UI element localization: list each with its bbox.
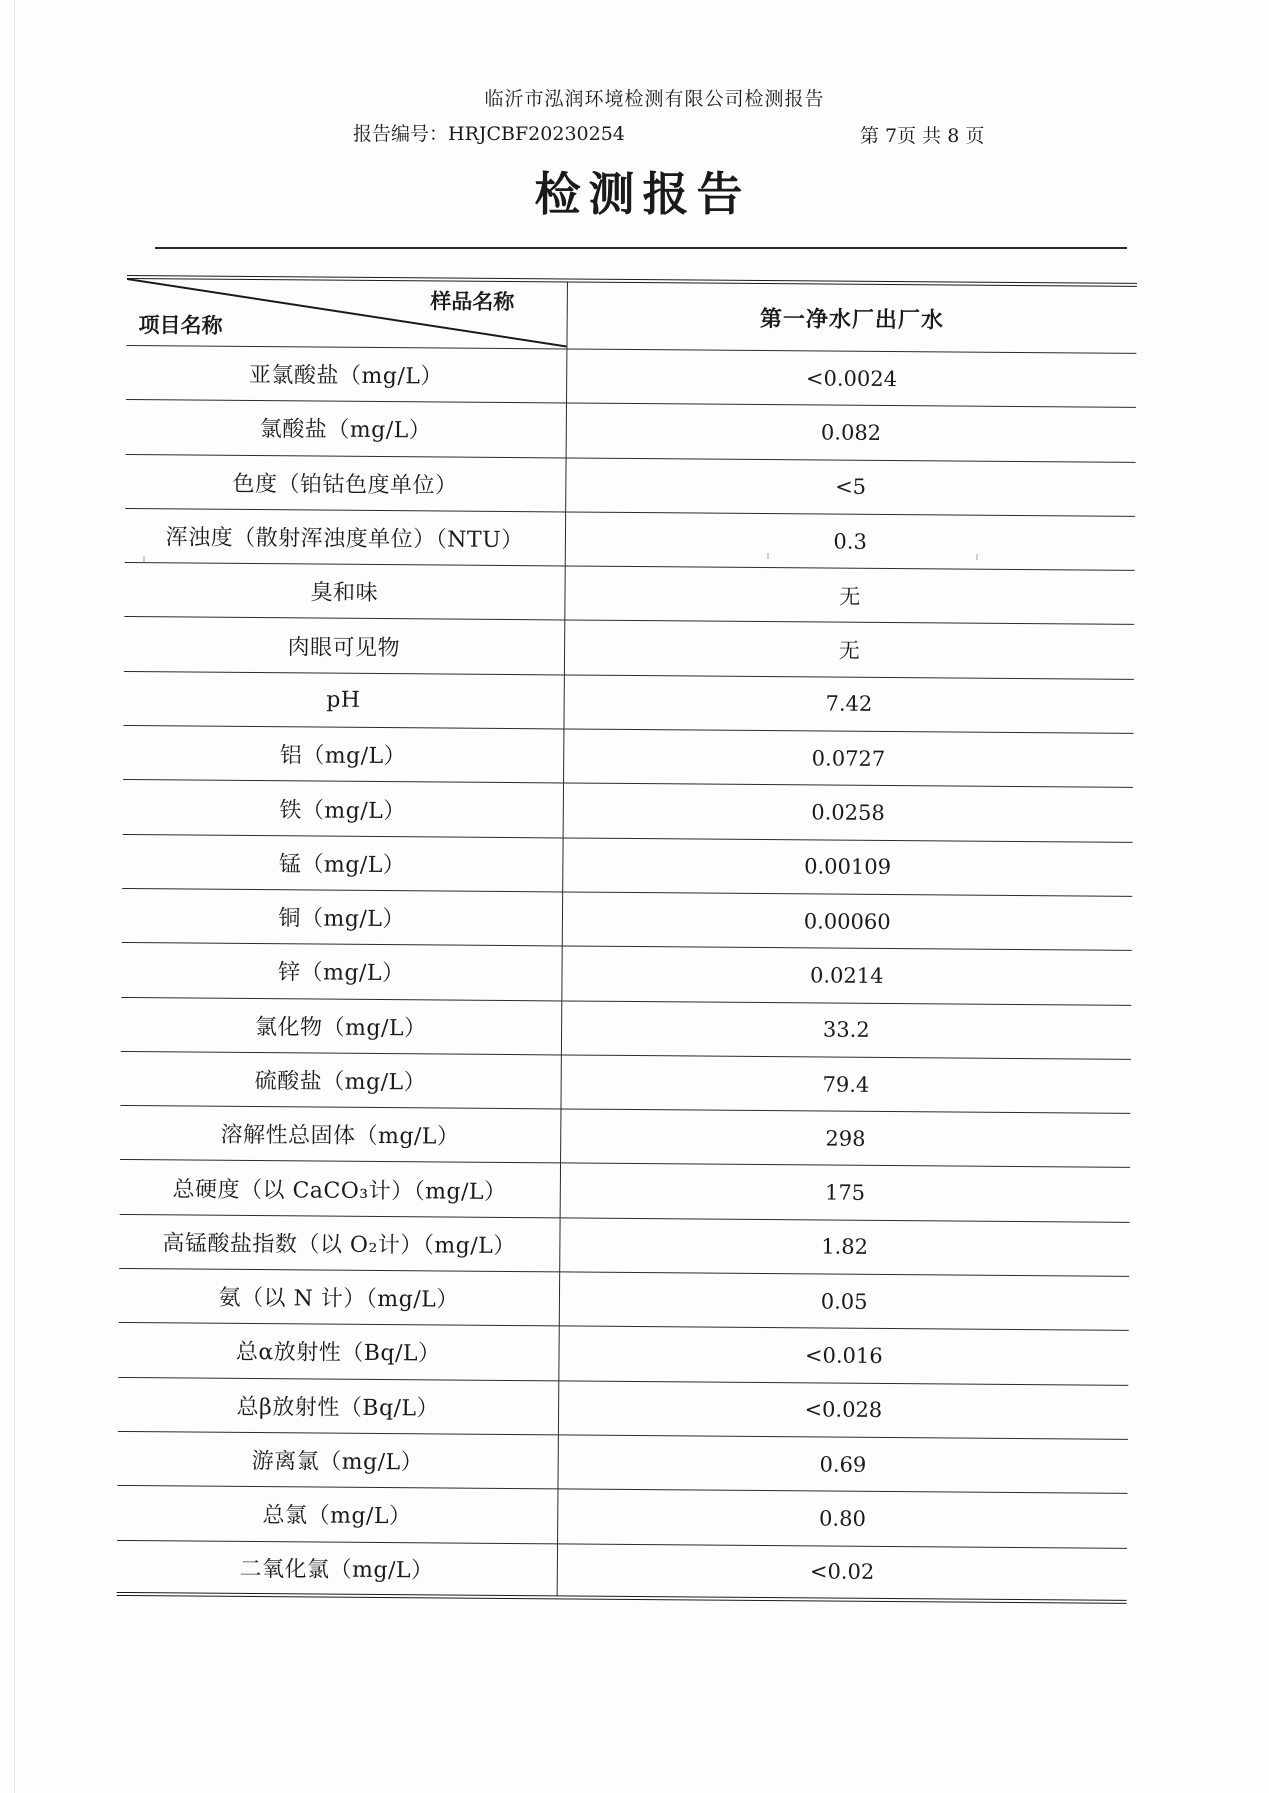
item-name: 高锰酸盐指数（以 O₂计）（mg/L）	[162, 1231, 516, 1259]
item-cell	[123, 671, 563, 729]
sample-name-label: 样品名称	[430, 289, 515, 315]
sample-name: 第一净水厂出厂水	[759, 306, 945, 333]
table-row	[125, 508, 1135, 570]
item-cell	[123, 780, 563, 838]
item-cell	[119, 1214, 559, 1272]
company-report-title: 临沂市泓润环境检测有限公司检测报告	[484, 88, 825, 110]
table-row	[117, 1486, 1127, 1548]
table-row	[126, 400, 1136, 462]
result-value: 175	[824, 1180, 866, 1205]
report-number: 报告编号：HRJCBF20230254	[353, 123, 625, 145]
value-cell	[563, 783, 1133, 842]
item-name: 溶解性总固体（mg/L）	[220, 1123, 460, 1150]
table-row	[122, 834, 1132, 896]
result-value: 298	[825, 1126, 866, 1151]
value-cell	[561, 946, 1131, 1005]
result-value: 无	[839, 584, 861, 609]
table-row	[125, 454, 1135, 516]
item-name: pH	[326, 687, 361, 713]
item-name: 硫酸盐（mg/L）	[254, 1069, 427, 1096]
value-cell	[566, 349, 1136, 408]
item-name: 臭和味	[310, 580, 379, 607]
item-name: 铝（mg/L）	[279, 743, 407, 770]
table-row	[124, 563, 1134, 625]
result-value: 0.0214	[809, 963, 884, 988]
item-name: 总氯（mg/L）	[262, 1503, 412, 1530]
value-cell	[558, 1326, 1128, 1385]
scan-speck	[767, 553, 769, 559]
table-row	[121, 943, 1131, 1005]
item-cell	[124, 563, 564, 621]
result-value: 0.0727	[811, 746, 886, 771]
item-name: 色度（铂钴色度单位）	[232, 471, 458, 499]
result-value: 0.3	[833, 529, 867, 554]
table-row	[123, 726, 1133, 788]
result-value: 0.0258	[811, 800, 885, 825]
scan-speck	[976, 554, 978, 560]
table-row	[120, 1051, 1130, 1113]
item-name: 肉眼可见物	[287, 634, 401, 661]
result-value: 7.42	[825, 691, 873, 717]
value-cell	[566, 403, 1136, 462]
item-cell	[117, 1431, 557, 1489]
item-name: 氯酸盐（mg/L）	[259, 417, 432, 444]
item-name: 游离氯（mg/L）	[251, 1449, 424, 1476]
result-value: <0.0024	[805, 365, 898, 391]
item-name: 锌（mg/L）	[277, 960, 405, 987]
value-cell	[565, 512, 1135, 571]
item-cell	[121, 997, 561, 1055]
result-value: 0.80	[819, 1506, 866, 1531]
result-value: 33.2	[822, 1017, 870, 1043]
table-header-row	[126, 277, 1137, 353]
value-cell	[562, 892, 1132, 951]
value-cell	[564, 620, 1134, 679]
result-value: 0.05	[820, 1289, 868, 1314]
item-name: 铁（mg/L）	[279, 797, 406, 824]
scan-edge-line	[14, 0, 15, 1793]
item-cell	[126, 345, 566, 403]
value-cell	[563, 675, 1133, 734]
sample-column-header	[566, 280, 1137, 353]
item-name: 浑浊度（散射浑浊度单位）（NTU）	[165, 525, 524, 554]
value-cell	[563, 729, 1133, 788]
scan-speck	[143, 556, 145, 562]
results-table	[117, 275, 1137, 1604]
item-cell	[120, 1160, 560, 1218]
item-name: 锰（mg/L）	[278, 852, 406, 879]
item-cell	[118, 1323, 558, 1381]
item-cell	[125, 508, 565, 566]
value-cell	[557, 1489, 1127, 1548]
item-name: 总β放射性（Bq/L）	[236, 1394, 440, 1422]
result-value: <0.028	[804, 1397, 883, 1423]
result-value: 0.00109	[804, 854, 892, 880]
item-cell	[119, 1269, 559, 1327]
item-cell	[126, 400, 566, 458]
item-name: 亚氯酸盐（mg/L）	[248, 363, 444, 390]
item-name: 铜（mg/L）	[278, 906, 406, 933]
table-row	[124, 617, 1134, 679]
value-cell	[559, 1272, 1129, 1331]
value-cell	[560, 1055, 1130, 1114]
result-value: 0.69	[819, 1452, 867, 1477]
item-name: 二氧化氯（mg/L）	[239, 1556, 434, 1584]
item-name: 氯化物（mg/L）	[255, 1014, 427, 1042]
table-row	[120, 1160, 1130, 1222]
value-cell	[562, 838, 1132, 897]
result-value: <5	[835, 474, 867, 500]
table-row	[120, 1106, 1130, 1168]
item-cell	[118, 1377, 558, 1435]
value-cell	[564, 566, 1134, 625]
result-value: 79.4	[822, 1071, 870, 1097]
item-name: 总α放射性（Bq/L）	[235, 1340, 441, 1367]
table-row	[123, 671, 1133, 733]
results-table-container	[117, 275, 1137, 1604]
value-cell	[565, 458, 1135, 517]
item-cell	[120, 1051, 560, 1109]
item-cell	[123, 726, 563, 784]
item-name-label: 项目名称	[138, 313, 223, 338]
title-divider	[155, 247, 1127, 249]
item-name: 氨（以 N 计）（mg/L）	[218, 1285, 459, 1313]
table-row	[118, 1323, 1128, 1385]
table-row	[126, 345, 1136, 407]
item-cell	[120, 1106, 560, 1164]
main-title: 检测报告	[534, 167, 751, 221]
value-cell	[560, 1109, 1130, 1168]
table-row	[117, 1431, 1127, 1493]
value-cell	[559, 1218, 1129, 1277]
value-cell	[560, 1163, 1130, 1222]
item-name: 总硬度（以 CaCO₃计）（mg/L）	[172, 1176, 507, 1205]
value-cell	[557, 1435, 1127, 1494]
item-cell	[121, 943, 561, 1001]
value-cell	[558, 1381, 1128, 1440]
value-cell	[557, 1543, 1127, 1602]
result-value: <0.02	[809, 1559, 875, 1585]
item-cell	[122, 834, 562, 892]
table-row	[118, 1377, 1128, 1439]
item-cell	[124, 617, 564, 675]
table-row	[117, 1540, 1127, 1602]
result-value: 1.82	[821, 1234, 869, 1260]
result-value: 0.00060	[803, 908, 891, 934]
item-cell	[117, 1486, 557, 1544]
value-cell	[561, 1000, 1131, 1059]
result-value: <0.016	[804, 1343, 883, 1368]
corner-header-cell	[126, 277, 567, 349]
table-row	[123, 780, 1133, 842]
result-value: 无	[838, 638, 860, 663]
table-row	[119, 1269, 1129, 1331]
table-row	[121, 997, 1131, 1059]
item-cell	[125, 454, 565, 512]
page-info: 第 7页 共 8 页	[860, 125, 985, 147]
item-cell	[117, 1540, 557, 1598]
result-value: 0.082	[820, 420, 882, 445]
table-row	[119, 1214, 1129, 1276]
item-cell	[122, 888, 562, 946]
table-row	[122, 888, 1132, 950]
